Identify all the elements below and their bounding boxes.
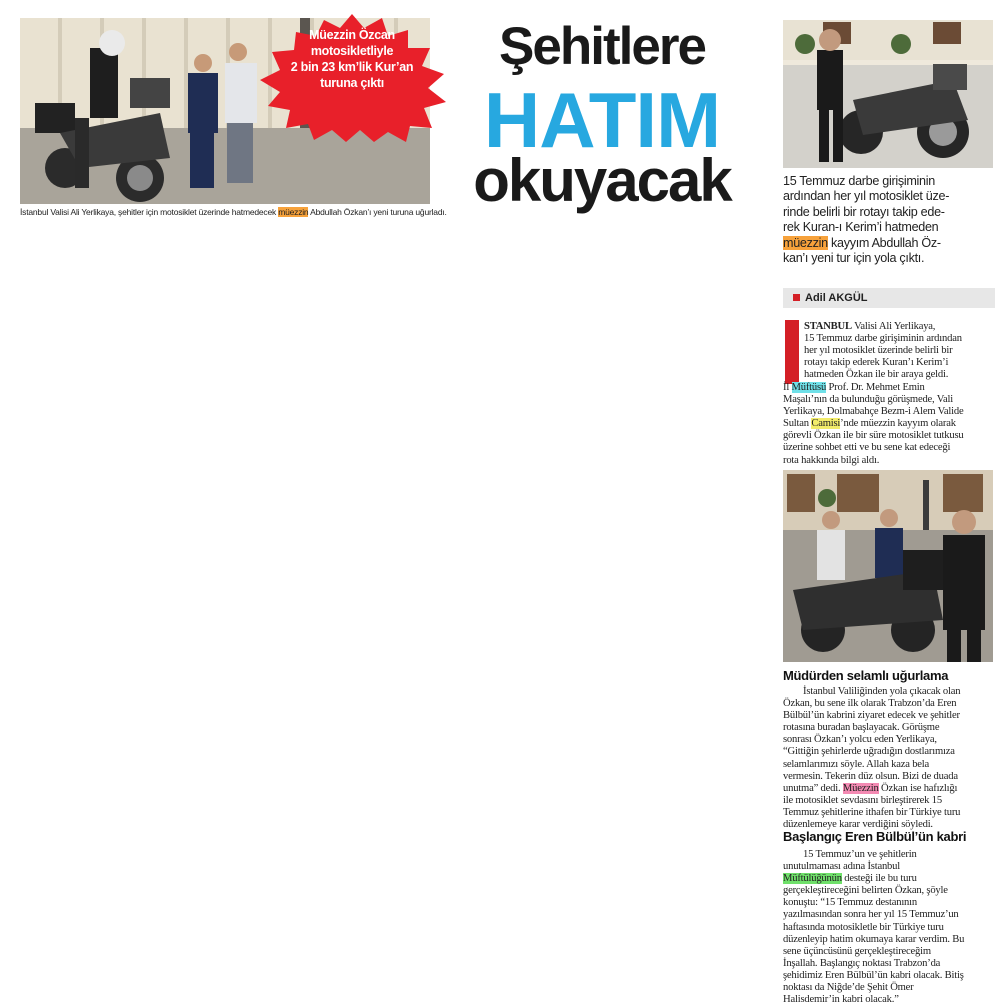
subheading-farewell: Müdürden selamlı uğurlama [783,668,949,683]
badge-text: Müezzin Özcan motosikletliyle 2 bin 23 km’lik Kur’an turuna çıktı [290,28,414,90]
paragraph-3: 15 Temmuz’un ve şehitlerin unutulmaması adına İstanbul Müftülüğünün desteği ile bu turu gerçekleştireceğini belirten Özkan, şöyle konuştu: “15 Temmuz destanının yazılmasından sonra her yıl 15 Temmuz’un haftasında motosikletle bir Türkiye turu düzenleyip hatim okumaya karar verdim. Bu sene üçüncüsünü gerçekleştireceğim İnşallah. Başlangıç noktası Trabzon’da şehidimiz Eren Bülbül’ün kabri olacak. Bitiş noktası da Niğde’de Şehit Ömer Halisdemir’in kabri olacak.” [783,849,965,1006]
paragraph-1-rest: İl Müftüsü Prof. Dr. Mehmet Emin Maşalı’nın da bulunduğu görüşmede, Vali Yerlikaya, Dolmabahçe Bezm-i Alem Valide Sultan Camisi’nde müezzin kayyım olarak görevli Özkan ile bir süre motosiklet tutkusu üzerine sohbet etti ve bu sene kat edeceği rota hakkında bilgi aldı. [783,382,964,466]
lead-paragraph: 15 Temmuz darbe girişiminin ardından her yıl motosiklet üze- rinde belirli bir rotayı takip ede- rek Kuran-ı Kerim’i hatmeden müezzin kayyım Abdullah Öz- kan’ı yeni tur için yola çıktı. [783,174,950,266]
headline-line-2: HATIM [483,76,721,164]
drop-cap-letter [785,320,799,384]
paragraph-1-top: STANBUL Valisi Ali Yerlikaya, 15 Temmuz darbe girişiminin ardından her yıl motosiklet üzerinde belirli bir rotayı takip ederek Kuran’ı Kerim’i hatmeden Özkan ile bir araya geldi. [804,321,962,381]
subheading-start-point: Başlangıç Eren Bülbül’ün kabri [783,829,967,844]
headline-line-3: okuyacak [473,147,731,214]
rider-photo [783,20,993,168]
byline-author: Adil AKGÜL [805,292,868,304]
headline-line-1: Şehitlere [499,17,705,76]
meeting-photo [783,470,993,662]
paragraph-2: İstanbul Valiliğinden yola çıkacak olan Özkan, bu sene ilk olarak Trabzon’da Eren Bülbül’ün kabrini ziyaret edecek ve şehitler rotasına buradan başlayacak. Görüşme sonrası Özkan’ı yolcu eden Yerlikaya, “Gittiğin şehirlerde uğradığın dostlarımıza selamlarımızı söyle. Allah kaza bela vermesin. Tekerin düz olsun. Bizi de duada unutma” dedi. Müezzin Özkan ise hafızlığı ile motosiklet sevdasını birleştirerek 15 Temmuz şehitlerine ithafen bir Türkiye turu düzenlemeye karar verdiğini söyledi. [783,686,961,831]
photo-caption: İstanbul Valisi Ali Yerlikaya, şehitler için motosiklet üzerinde hatmedecek müezzin Abdullah Özkan’ı yeni turuna uğurladı. [20,207,447,217]
byline-marker [793,294,800,301]
